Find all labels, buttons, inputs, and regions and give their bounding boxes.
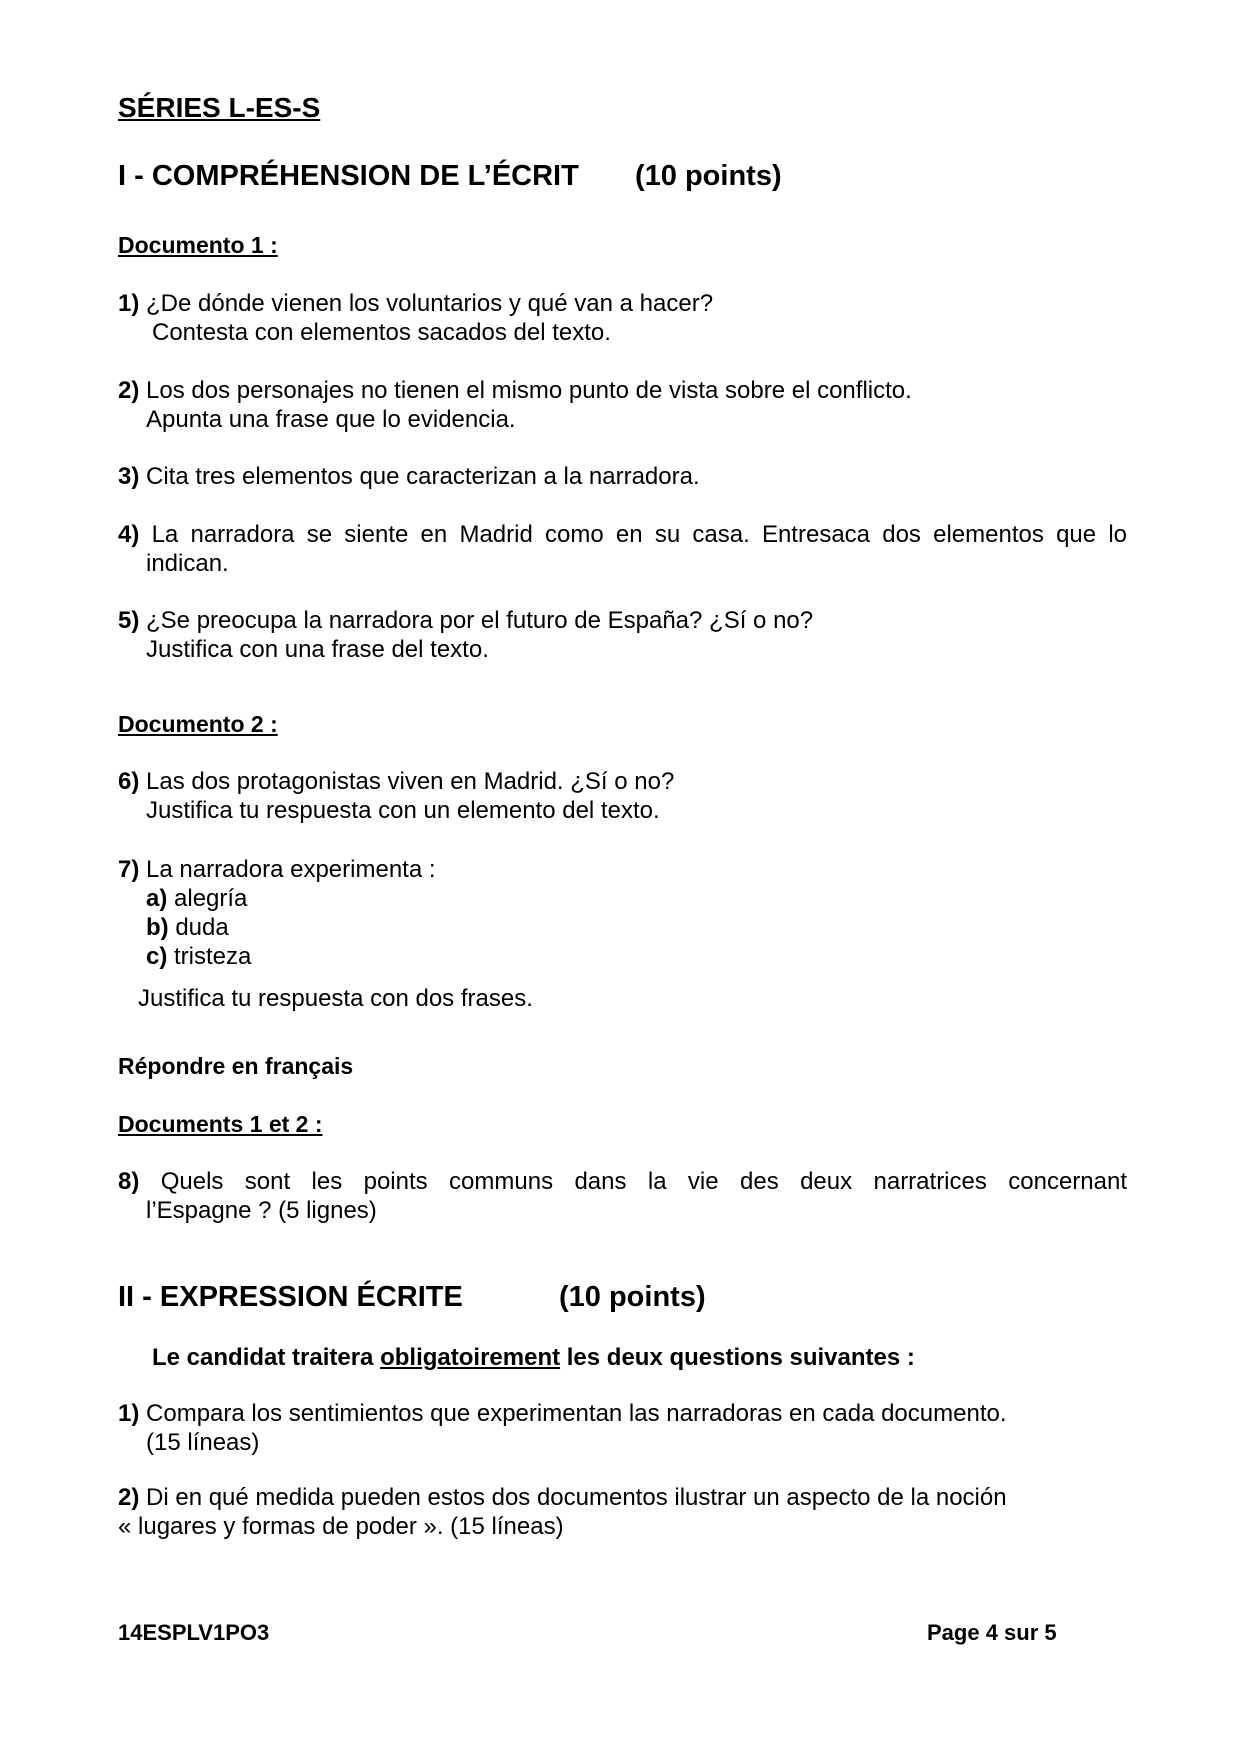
question-number: 7) [118, 856, 140, 883]
question-text: La narradora se siente en Madrid como en su casa. Entresaca dos elementos que lo [151, 521, 1128, 548]
question-1 [118, 289, 713, 319]
question-number: 1) [118, 290, 140, 317]
section-1-points: (10 points) [635, 160, 782, 192]
document-code: 14ESPLV1PO3 [118, 1620, 270, 1645]
option-text: duda [175, 914, 229, 941]
instruction-after: les deux questions suivantes : [560, 1344, 915, 1371]
question-text: Compara los sentimientos que experimentan las narradoras en cada documento. [146, 1400, 1007, 1427]
question-text: Los dos personajes no tienen el mismo punto de vista sobre el conflicto. [146, 377, 912, 404]
question-number: 4) [118, 521, 140, 548]
question-8 [118, 1167, 1127, 1197]
section-2-instruction [152, 1344, 915, 1372]
question-number: 3) [118, 463, 140, 490]
question-number: 5) [118, 607, 140, 634]
question-text: Quels sont les points communs dans la vie des deux narratrices concernant [160, 1168, 1127, 1195]
option-b [146, 913, 229, 943]
section-1-heading: I - COMPRÉHENSION DE L’ÉCRIT [118, 160, 579, 192]
expression-question-2-line-2: « lugares y formas de poder ». (15 líneas) [118, 1513, 564, 1540]
question-6 [118, 767, 674, 797]
option-letter: a) [146, 885, 168, 912]
french-answer-note: Répondre en français [118, 1053, 354, 1079]
expression-question-1-line-2: (15 líneas) [146, 1429, 260, 1456]
option-c [146, 942, 251, 972]
question-number: 2) [118, 377, 140, 404]
documents-1-2-label: Documents 1 et 2 : [118, 1111, 323, 1137]
question-5 [118, 606, 813, 636]
question-number: 8) [118, 1168, 140, 1195]
expression-question-2 [118, 1483, 1007, 1513]
expression-question-1 [118, 1399, 1007, 1429]
document-2-label: Documento 2 : [118, 711, 278, 737]
question-text: ¿Se preocupa la narradora por el futuro de España? ¿Sí o no? [146, 607, 814, 634]
question-7-justify: Justifica tu respuesta con dos frases. [138, 985, 533, 1012]
option-letter: b) [146, 914, 169, 941]
question-text: Las dos protagonistas viven en Madrid. ¿Sí o no? [146, 768, 675, 795]
document-1-label: Documento 1 : [118, 232, 278, 258]
question-7 [118, 855, 436, 885]
question-5-line-2: Justifica con una frase del texto. [146, 636, 489, 663]
page-number: Page 4 sur 5 [927, 1620, 1057, 1645]
option-text: tristeza [174, 943, 252, 970]
question-1-line-2: Contesta con elementos sacados del texto. [152, 319, 611, 346]
option-text: alegría [174, 885, 248, 912]
question-text: Cita tres elementos que caracterizan a la narradora. [146, 463, 700, 490]
question-6-line-2: Justifica tu respuesta con un elemento del texto. [146, 797, 660, 824]
question-2 [118, 376, 912, 406]
question-number: 2) [118, 1484, 140, 1511]
instruction-before: Le candidat traitera [152, 1344, 381, 1371]
question-3 [118, 462, 700, 492]
option-letter: c) [146, 943, 168, 970]
section-2-points: (10 points) [559, 1281, 706, 1313]
question-text: ¿De dónde vienen los voluntarios y qué van a hacer? [146, 290, 714, 317]
page-title: SÉRIES L-ES-S [118, 92, 321, 123]
option-a [146, 884, 247, 914]
question-number: 6) [118, 768, 140, 795]
question-2-line-2: Apunta una frase que lo evidencia. [146, 406, 516, 433]
question-4 [118, 520, 1127, 550]
question-text: La narradora experimenta : [146, 856, 436, 883]
instruction-emphasis: obligatoirement [380, 1344, 561, 1371]
question-number: 1) [118, 1400, 140, 1427]
section-2-heading: II - EXPRESSION ÉCRITE [118, 1281, 463, 1313]
question-8-line-2: l’Espagne ? (5 lignes) [146, 1197, 377, 1224]
question-4-line-2: indican. [146, 550, 229, 577]
question-text: Di en qué medida pueden estos dos documentos ilustrar un aspecto de la noción [146, 1484, 1007, 1511]
